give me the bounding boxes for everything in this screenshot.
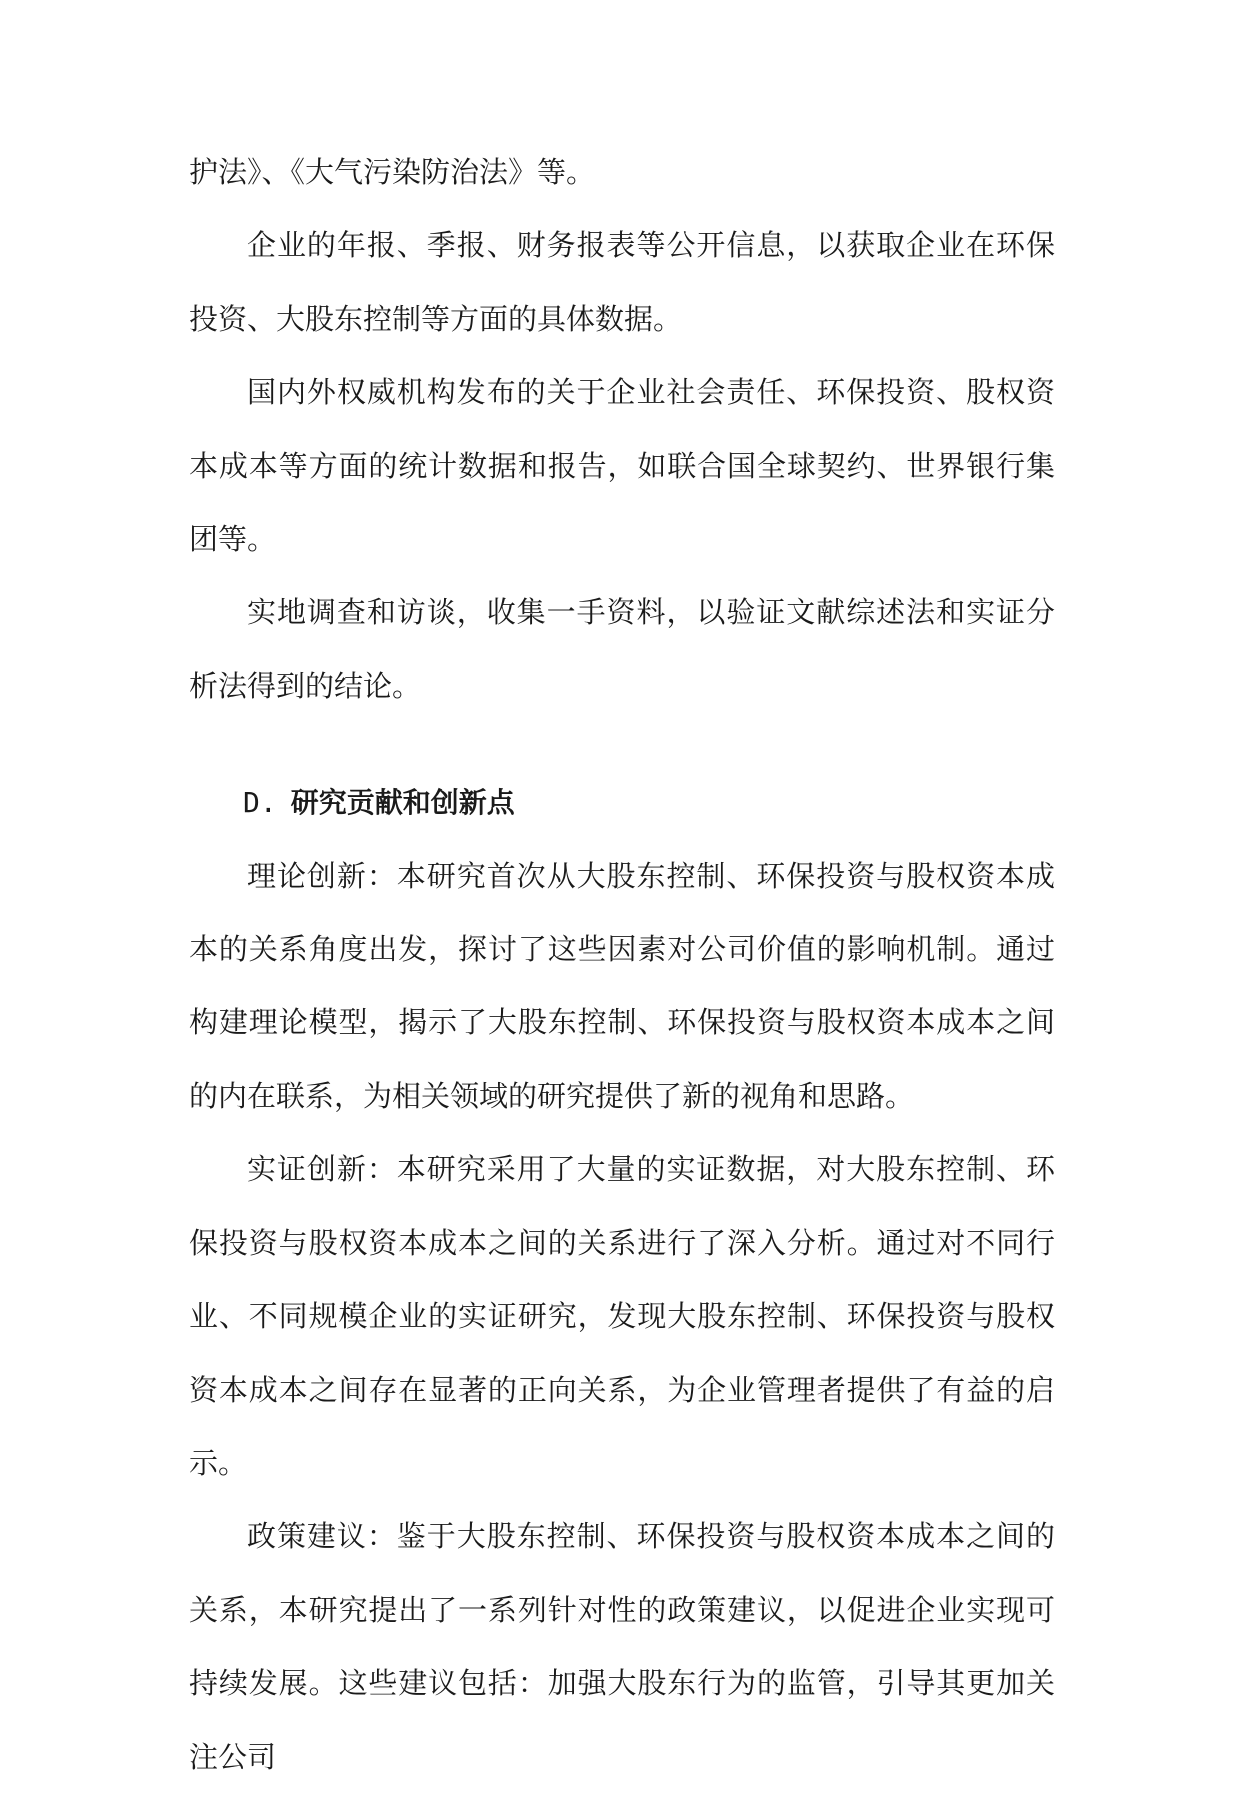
paragraph-data-sources-institutions: 国内外权威机构发布的关于企业社会责任、环保投资、股权资本成本等方面的统计数据和报告，如联合国全球契约、世界银行集团等。 [189,375,1055,557]
section-title: 研究贡献和创新点 [290,786,515,820]
paragraph-continuation: 护法》、《大气污染防治法》等。 [189,155,596,189]
paragraph-data-sources-reports: 企业的年报、季报、财务报表等公开信息，以获取企业在环保投资、大股东控制等方面的具体数据。 [189,228,1055,336]
paragraph-theoretical-innovation: 理论创新：本研究首次从大股东控制、环保投资与股权资本成本的关系角度出发，探讨了这些因素对公司价值的影响机制。通过构建理论模型，揭示了大股东控制、环保投资与股权资本成本之间的内在联系，为相关领域的研究提供了新的视角和思路。 [189,858,1055,1113]
paragraph-empirical-innovation: 实证创新：本研究采用了大量的实证数据，对大股东控制、环保投资与股权资本成本之间的关系进行了深入分析。通过对不同行业、不同规模企业的实证研究，发现大股东控制、环保投资与股权资本成本之间存在显著的正向关系，为企业管理者提供了有益的启示。 [189,1152,1055,1480]
paragraph-policy-suggestions: 政策建议：鉴于大股东控制、环保投资与股权资本成本之间的关系，本研究提出了一系列针对性的政策建议，以促进企业实现可持续发展。这些建议包括：加强大股东行为的监管，引导其更加关注公司 [189,1519,1055,1774]
section-letter: D. [243,786,277,820]
paragraph-field-survey: 实地调查和访谈，收集一手资料，以验证文献综述法和实证分析法得到的结论。 [189,595,1055,703]
document-body [189,136,1055,1794]
section-heading [189,766,1055,839]
